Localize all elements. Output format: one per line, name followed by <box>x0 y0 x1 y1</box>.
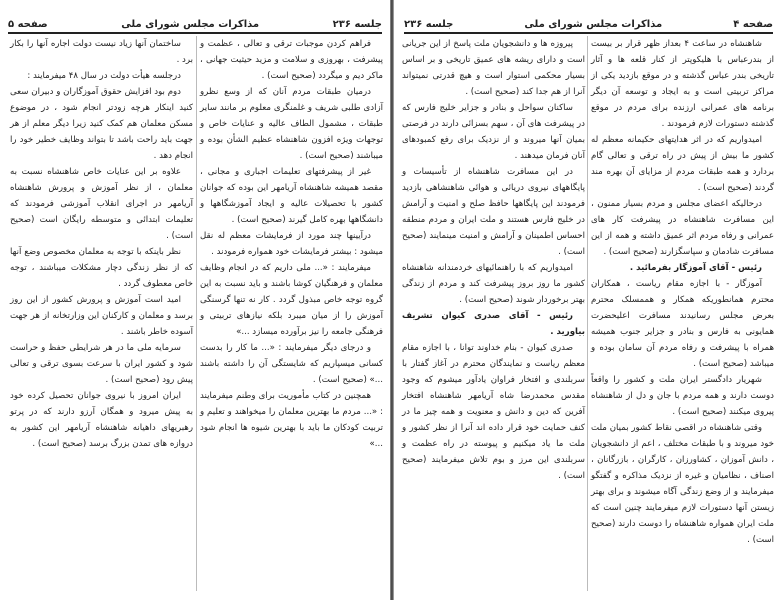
paragraph: امیدواریم که با راهنمائیهای خردمندانه شاهنشاه کشور ما روز بروز پیشرفت کند و مردم از زندگی بهتر برخوردار شوند (صحیح است) . <box>402 263 585 305</box>
column-divider <box>196 36 197 591</box>
paragraph: امید است آموزش و پرورش کشور از این روز برسد و معلمان و کارکنان این وزارتخانه از هر جهت آسوده خاطر باشند . <box>10 295 193 337</box>
text-column-left <box>402 36 585 484</box>
book-gutter <box>390 0 394 600</box>
paragraph: ساختمان آنها زیاد نیست دولت اجاره آنها را بکار برد . <box>10 39 193 65</box>
paragraph: در این مسافرت شاهنشاه از تأسیسات و پایگاههای نیروی دریائی و هوائی شاهنشاهی بازدید فرمودند این پایگاهها حافظ صلح و امنیت و آرامش در خلیج فارس هستند و ملت ایران و مردم منطقه احساس اطمینان و آرامش و امنیت مینمایند (صحیح است) . <box>402 167 585 257</box>
paragraph: شاهنشاه در ساعت ۴ بعداز ظهر قرار بر بیست از بندرعباس با هلیکوپتر از کنار قلعه ها و آثار تاریخی بندر عباس گذشته و در موقع بازدید یکی از مراکز تربیتی است و به ایجاد و توسعه آن دیگر برنامه های عمرانی ارزنده برای مردم در موقع گذشته دستورات لازم فرمودند . <box>591 39 774 129</box>
left-page <box>0 0 390 600</box>
paragraph: علاوه بر این عنایات خاص شاهنشاه نسبت به معلمان ، از نظر آموزش و پرورش شاهنشاه آریامهر در اجرای انقلاب آموزشی فرمودند که تعلیمات ابتدائی و متوسطه رایگان است (صحیح است) . <box>10 167 193 241</box>
right-page <box>396 0 781 600</box>
speaker-line: رئیس - آقای آموزگار بفرمائید . <box>629 263 762 273</box>
paragraph: همچنین در کتاب مأموریت برای وطنم میفرمایند : «... مردم ما بهترین معلمان را میخواهند و تعلیم و تربیت کودکان ما باید با بهترین شیوه ها انجام شود ...» <box>200 391 383 449</box>
paragraph: امیدواریم که در اثر هدایتهای حکیمانه معظم له کشور ما بیش از پیش در راه ترقی و تعالی گام بردارد و همه طبقات مردم از مزایای آن بهره مند گردند (صحیح است) . <box>591 135 774 193</box>
paragraph: درآیینها چند مورد از فرمایشات معظم له نقل میشود : بیشتر فرمایشات خود همواره فرمودند . <box>200 231 383 257</box>
paragraph: پیروزه ها و دانشجویان ملت پاسخ از این جریانی است و دارای ریشه های عمیق تاریخی و بر اساس بسیار محکمی استوار است و هیچ قدرتی نمیتواند آنرا از هم جدا کند (صحیح است) . <box>402 39 585 97</box>
paragraph: شهریار دادگستر ایران ملت و کشور را واقعاً دوست دارند و همه مردم با جان و دل از شاهنشاه پیروی میکنند (صحیح است) . <box>591 375 774 417</box>
text-column-right <box>200 36 383 452</box>
paragraph: وقتی شاهنشاه در اقصی نقاط کشور بمیان ملت خود میروند و با طبقات مختلف ، اعم از دانشجویان ، دانش آموزان ، کشاورزان ، کارگران ، بازرگانان ، اصناف ، نظامیان و غیره از نزدیک مذاکره و گفتگو میفرمایند و از وضع زندگی آگاه میشوند و برای بهتر زیستن آنها دستورات لازم میفرمایند چنین است که ملت ایران همواره شاهنشاه را دوست دارند (صحیح است) . <box>591 423 774 545</box>
publication-title: مذاکرات مجلس شورای ملی <box>121 19 260 30</box>
page-header <box>404 14 773 34</box>
paragraph: درمیان طبقات مردم آنان که از وسع نظرو آزادی طلبی شریف و غلمنگری معلوم بر مانند سایر طبقات ، مشمول الطاف عالیه و عنایات خاص و توجهات ویژه افزون شاهنشاه عظیم الشأن بوده و میباشند (صحیح است) . <box>200 87 383 161</box>
paragraph: سرمایه ملی ما در هر شرایطی حفظ و حراست شود و کشور ایران با سرعت بسوی ترقی و تعالی پیش رود (صحیح است) . <box>10 343 193 385</box>
session-number: جلسه ۲۳۶ <box>404 19 454 30</box>
paragraph: فراهم کردن موجبات ترقی و تعالی ، عظمت و پیشرفت ، بهروزی و سلامت و مزید حیثیت جهانی ، ماکر دیم و میگردد (صحیح است) . <box>200 39 383 81</box>
paragraph: درحالیکه اعضای مجلس و مردم بسیار ممنون ، این مسافرت شاهنشاه در پیشرفت کار های عمرانی و رفاه مردم اثر عمیق داشته و همه از این مسافرت شادمان و سپاسگزارند (صحیح است) . <box>591 199 774 257</box>
page-number: صفحه ۴ <box>733 19 773 30</box>
paragraph: آموزگار - با اجازه مقام ریاست ، همکاران محترم همانطوریکه همکار و هممسلک محترم بعرض مجلس رسانیدند مسافرت اعلیحضرت همایونی به فارس و بنادر و جزایر جنوب همیشه همراه با پیشرفت و رفاه مردم آن سامان بوده و میباشد (صحیح است) . <box>591 279 774 369</box>
paragraph: صدری کیوان - بنام خداوند توانا ، با اجازه مقام معظم ریاست و نمایندگان محترم در آغاز گفتار با سربلندی و افتخار فراوان یادآور میشوم که وجود مقدس محمدرضا شاه آریامهر شاهنشاه افتخار آفرین که دین و دانش و معنویت و همه چیز ما در کنف حمایت خود قرار داده اند آنرا از نظر کشور و ملت ما یاد میکنیم و پیوسته در راه عظمت و سربلندی این مرز و بوم تلاش میفرمایند (صحیح است) . <box>402 343 585 481</box>
publication-title: مذاکرات مجلس شورای ملی <box>524 19 663 30</box>
paragraph: و درجای دیگر میفرمایند : «... ما کار را بدست کسانی میسپاریم که شایستگی آن را داشته باشند ...» (صحیح است) . <box>200 343 383 385</box>
paragraph: ایران امروز با نیروی جوانان تحصیل کرده خود به پیش میرود و همگان آرزو دارند که در پرتو رهبریهای داهیانه شاهنشاه آریامهر این کشور به دروازه های تمدن بزرگ برسد (صحیح است) . <box>10 391 193 449</box>
paragraph: دوم بود افزایش حقوق آموزگاران و دبیران سعی کنید اینکار هرچه زودتر انجام شود ، در موضوع مسکن معلمان هم کمک کنید زیرا دیگر معلم از هر جهت باید راحت باشد تا بتواند وظایف خطیر خود را انجام دهد . <box>10 87 193 161</box>
paragraph: غیر از پیشرفتهای تعلیمات اجباری و مجانی ، مقصد همیشه شاهنشاه آریامهر این بوده که جوانان کشور با تحصیلات عالیه و ایجاد آموزشگاهها و دانشگاهها بهره کامل گیرند (صحیح است) . <box>200 167 383 225</box>
paragraph: ساکنان سواحل و بنادر و جزایر خلیج فارس که در پیشرفت های آن ، سهم بسزائی دارند در فرصتی بمیان آنها میروند و از نزدیک برای رفع کمبودهای آنان فرمان میدهند . <box>402 103 585 161</box>
text-column-right <box>591 36 774 548</box>
session-number: جلسه ۲۳۶ <box>332 19 382 30</box>
speaker-line: رئیس - آقای صدری کیوان تشریف بیاورید . <box>402 311 585 337</box>
page-header <box>8 14 382 34</box>
column-divider <box>587 36 588 591</box>
paragraph: میفرمایند : «... ملی داریم که در انجام وظایف معلمان و فرهنگیان کوشا باشند و باید نسبت به این گروه توجه خاص مبذول گردد . کار نه تنها گرسنگی آموزش را از میان میبرد بلکه نیازهای تربیتی و فرهنگی جامعه را نیز برآورده میسازد ...» <box>200 263 383 337</box>
page-number: صفحه ۵ <box>8 19 48 30</box>
paragraph: درجلسه هیأت دولت در سال ۴۸ میفرمایند : <box>27 71 181 81</box>
paragraph: نظر باینکه با توجه به معلمان مخصوص وضع آنها که از نظر زندگی دچار مشکلات میباشند ، توجه خاص معطوف گردد . <box>10 247 193 289</box>
text-column-left <box>10 36 193 452</box>
